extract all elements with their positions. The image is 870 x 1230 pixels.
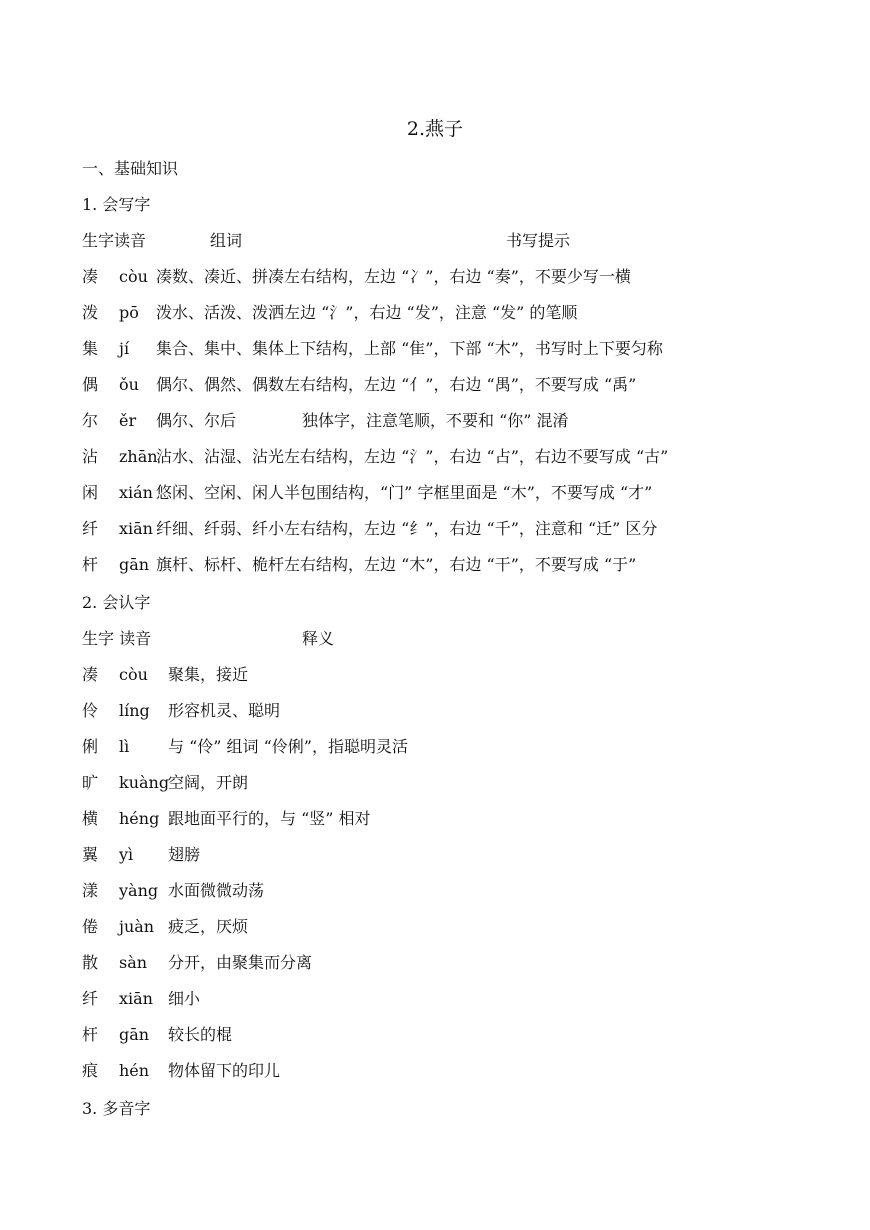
row-character: 翼 (82, 845, 99, 864)
row-meaning: 分开，由聚集而分离 (168, 953, 313, 972)
table1-row (82, 518, 802, 540)
row-pinyin: jí (119, 339, 130, 358)
row-pinyin: còu (119, 267, 148, 286)
table1-row (82, 266, 802, 288)
row-pinyin: héng (119, 809, 160, 828)
row-pinyin: líng (119, 701, 150, 720)
row-hint: 独体字，注意笔顺，不要和 “你” 混淆 (302, 411, 569, 430)
row-character: 散 (82, 953, 99, 972)
row-pinyin: zhān (119, 447, 158, 466)
table2-header-row (82, 628, 802, 650)
row-meaning: 跟地面平行的，与 “竖” 相对 (168, 809, 371, 828)
subheading-polyphonic-characters: 3. 多音字 (82, 1099, 151, 1118)
table2-row (82, 664, 802, 686)
row-words: 泼水、活泼、泼洒 (156, 303, 285, 322)
row-character: 泼 (82, 303, 99, 322)
row-pinyin: ěr (119, 411, 137, 430)
row-meaning: 水面微微动荡 (168, 881, 265, 900)
table1-row (82, 446, 802, 468)
table2-row (82, 916, 802, 938)
row-hint: 半包围结构，“门” 字框里面是 “木”，不要写成 “才” (284, 483, 653, 502)
row-character: 集 (82, 339, 99, 358)
table2-row (82, 700, 802, 722)
row-character: 旷 (82, 773, 99, 792)
table1-row (82, 554, 802, 576)
row-pinyin: còu (119, 665, 148, 684)
row-hint: 左右结构，左边 “氵”，右边 “占”，右边不要写成 “古” (284, 447, 669, 466)
table1-row (82, 338, 802, 360)
row-character: 凑 (82, 665, 99, 684)
table2-row (82, 1024, 802, 1046)
row-words: 纤细、纤弱、纤小 (156, 519, 285, 538)
row-hint: 上下结构，上部 “隹”，下部 “木”，书写时上下要匀称 (284, 339, 663, 358)
table1-header-row (82, 230, 802, 252)
table2-row (82, 988, 802, 1010)
row-words: 偶尔、尔后 (156, 411, 237, 430)
table2-header-char-pinyin: 生字 读音 (82, 629, 152, 648)
subheading-write-characters: 1. 会写字 (82, 195, 151, 214)
table1-row (82, 302, 802, 324)
row-hint: 左右结构，左边 “纟”，右边 “千”，注意和 “迁” 区分 (284, 519, 658, 538)
row-character: 俐 (82, 737, 99, 756)
row-pinyin: hén (119, 1061, 150, 1080)
row-pinyin: juàn (119, 917, 155, 936)
table2-row (82, 808, 802, 830)
row-meaning: 较长的棍 (168, 1025, 233, 1044)
table2-header-meaning: 释义 (302, 629, 335, 648)
row-pinyin: yàng (119, 881, 159, 900)
row-character: 纤 (82, 519, 99, 538)
row-character: 倦 (82, 917, 99, 936)
table1-header-hint: 书写提示 (506, 231, 571, 250)
row-meaning: 物体留下的印儿 (168, 1061, 281, 1080)
row-words: 旗杆、标杆、桅杆 (156, 555, 285, 574)
table2-row (82, 772, 802, 794)
table1-header-words: 组词 (210, 231, 243, 250)
row-pinyin: gān (119, 555, 150, 574)
row-pinyin: pō (119, 303, 139, 322)
table2-row (82, 844, 802, 866)
row-words: 偶尔、偶然、偶数 (156, 375, 285, 394)
row-meaning: 疲乏，厌烦 (168, 917, 249, 936)
row-words: 凑数、凑近、拼凑 (156, 267, 285, 286)
row-meaning: 形容机灵、聪明 (168, 701, 281, 720)
row-hint: 左边 “氵”，右边 “发”，注意 “发” 的笔顺 (284, 303, 578, 322)
row-hint: 左右结构，左边 “亻”，右边 “禺”，不要写成 “禹” (284, 375, 637, 394)
table2-row (82, 736, 802, 758)
row-pinyin: xiān (119, 989, 153, 1008)
row-character: 闲 (82, 483, 99, 502)
row-meaning: 细小 (168, 989, 201, 1008)
row-meaning: 与 “伶” 组词 “伶俐”，指聪明灵活 (168, 737, 408, 756)
row-hint: 左右结构，左边 “木”，右边 “干”，不要写成 “于” (284, 555, 637, 574)
row-pinyin: xiān (119, 519, 153, 538)
row-meaning: 聚集，接近 (168, 665, 249, 684)
row-meaning: 翅膀 (168, 845, 201, 864)
row-character: 沾 (82, 447, 99, 466)
row-character: 漾 (82, 881, 99, 900)
row-pinyin: yì (119, 845, 134, 864)
row-character: 杆 (82, 1025, 99, 1044)
row-pinyin: sàn (119, 953, 148, 972)
table2-row (82, 1060, 802, 1082)
table2-row (82, 880, 802, 902)
row-hint: 左右结构，左边 “冫”，右边 “奏”，不要少写一横 (284, 267, 631, 286)
row-character: 杆 (82, 555, 99, 574)
table1-row (82, 374, 802, 396)
row-words: 沾水、沾湿、沾光 (156, 447, 285, 466)
page-title: 2.燕子 (406, 118, 464, 140)
row-character: 痕 (82, 1061, 99, 1080)
section-heading-basics: 一、基础知识 (82, 159, 179, 178)
table1-row (82, 410, 802, 432)
row-pinyin: kuàng (119, 773, 170, 792)
table2-row (82, 952, 802, 974)
table1-header-char-pinyin: 生字读音 (82, 231, 147, 250)
row-character: 横 (82, 809, 99, 828)
subheading-recognize-characters: 2. 会认字 (82, 593, 151, 612)
row-character: 尔 (82, 411, 99, 430)
row-character: 伶 (82, 701, 99, 720)
row-pinyin: ǒu (119, 375, 139, 394)
table1-row (82, 482, 802, 504)
row-pinyin: gān (119, 1025, 150, 1044)
row-meaning: 空阔，开朗 (168, 773, 249, 792)
row-pinyin: lì (119, 737, 130, 756)
row-character: 凑 (82, 267, 99, 286)
row-character: 偶 (82, 375, 99, 394)
row-character: 纤 (82, 989, 99, 1008)
row-words: 集合、集中、集体 (156, 339, 285, 358)
row-pinyin: xián (119, 483, 153, 502)
row-words: 悠闲、空闲、闲人 (156, 483, 285, 502)
